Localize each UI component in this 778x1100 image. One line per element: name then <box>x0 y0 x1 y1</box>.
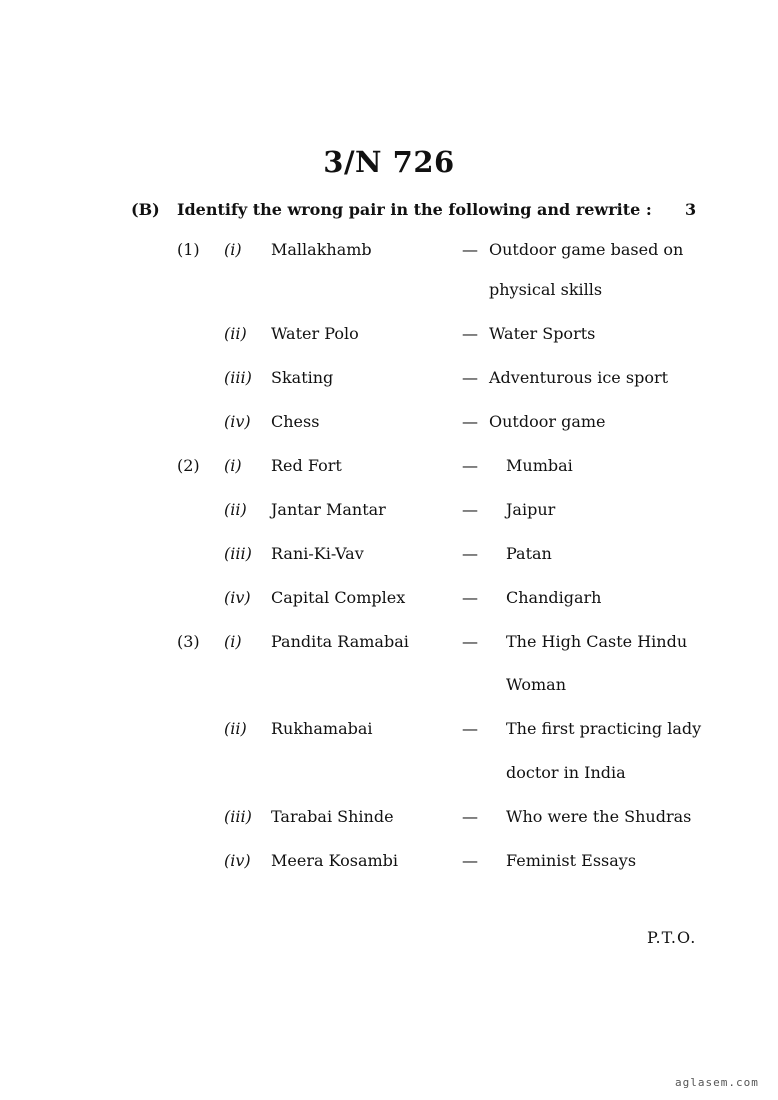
pair-right: Chandigarh <box>506 588 602 607</box>
pair-dash: — <box>462 544 478 563</box>
item-roman: (i) <box>224 456 242 475</box>
question-label: (B) <box>131 200 160 219</box>
item-roman: (iv) <box>224 588 251 607</box>
pair-row <box>0 709 778 749</box>
pair-left: Jantar Mantar <box>271 500 386 519</box>
pair-dash: — <box>462 324 478 343</box>
item-roman: (iv) <box>224 851 251 870</box>
item-roman: (iii) <box>224 368 252 387</box>
pair-dash: — <box>462 500 478 519</box>
pair-dash: — <box>462 719 478 738</box>
pair-left: Chess <box>271 412 320 431</box>
pair-left: Red Fort <box>271 456 342 475</box>
item-roman: (ii) <box>224 324 247 343</box>
pair-right: Adventurous ice sport <box>489 368 669 387</box>
pair-dash: — <box>462 368 478 387</box>
pair-row <box>0 446 778 486</box>
item-roman: (i) <box>224 632 242 651</box>
item-roman: (ii) <box>224 719 247 738</box>
pair-right: The High Caste Hindu <box>506 632 688 651</box>
question-header <box>0 200 778 224</box>
pair-left: Tarabai Shinde <box>271 807 394 826</box>
page-turn-note: P.T.O. <box>647 928 697 947</box>
pair-right: Water Sports <box>489 324 596 343</box>
pair-dash: — <box>462 807 478 826</box>
group-number: (1) <box>177 240 200 259</box>
pair-row <box>0 402 778 442</box>
pair-row-continuation <box>0 270 778 310</box>
pair-left: Meera Kosambi <box>271 851 399 870</box>
pair-left: Skating <box>271 368 334 387</box>
pair-row <box>0 578 778 618</box>
pair-right: Outdoor game based on <box>489 240 684 259</box>
group-number: (3) <box>177 632 200 651</box>
pair-right: Who were the Shudras <box>506 807 692 826</box>
pair-dash: — <box>462 412 478 431</box>
pair-right: Feminist Essays <box>506 851 637 870</box>
pair-left: Capital Complex <box>271 588 406 607</box>
question-text: Identify the wrong pair in the following and rewrite : <box>177 200 652 219</box>
pair-right-continued: physical skills <box>489 280 603 299</box>
pair-row <box>0 622 778 662</box>
watermark: aglasem.com <box>675 1076 759 1089</box>
item-roman: (iv) <box>224 412 251 431</box>
item-roman: (i) <box>224 240 242 259</box>
pair-row <box>0 797 778 837</box>
item-roman: (iii) <box>224 544 252 563</box>
pair-right: Jaipur <box>506 500 556 519</box>
pair-dash: — <box>462 851 478 870</box>
pair-right-continued: Woman <box>506 675 567 694</box>
item-roman: (iii) <box>224 807 252 826</box>
pair-left: Rani-Ki-Vav <box>271 544 364 563</box>
pair-left: Water Polo <box>271 324 359 343</box>
pair-left: Pandita Ramabai <box>271 632 409 651</box>
pair-row <box>0 534 778 574</box>
pair-right: Patan <box>506 544 552 563</box>
pair-right-continued: doctor in India <box>506 763 626 782</box>
pair-dash: — <box>462 456 478 475</box>
group-number: (2) <box>177 456 200 475</box>
question-marks: 3 <box>685 200 697 219</box>
pair-right: Outdoor game <box>489 412 606 431</box>
pair-row <box>0 230 778 270</box>
pair-dash: — <box>462 588 478 607</box>
pair-row-continuation <box>0 753 778 793</box>
pair-row <box>0 358 778 398</box>
pair-left: Rukhamabai <box>271 719 373 738</box>
page-code: 3/N 726 <box>323 145 455 179</box>
pair-right: Mumbai <box>506 456 573 475</box>
pair-row <box>0 490 778 530</box>
item-roman: (ii) <box>224 500 247 519</box>
pair-left: Mallakhamb <box>271 240 372 259</box>
pair-row <box>0 841 778 881</box>
pair-row-continuation <box>0 665 778 705</box>
pair-right: The first practicing lady <box>506 719 702 738</box>
pair-dash: — <box>462 240 478 259</box>
pair-row <box>0 314 778 354</box>
pair-dash: — <box>462 632 478 651</box>
